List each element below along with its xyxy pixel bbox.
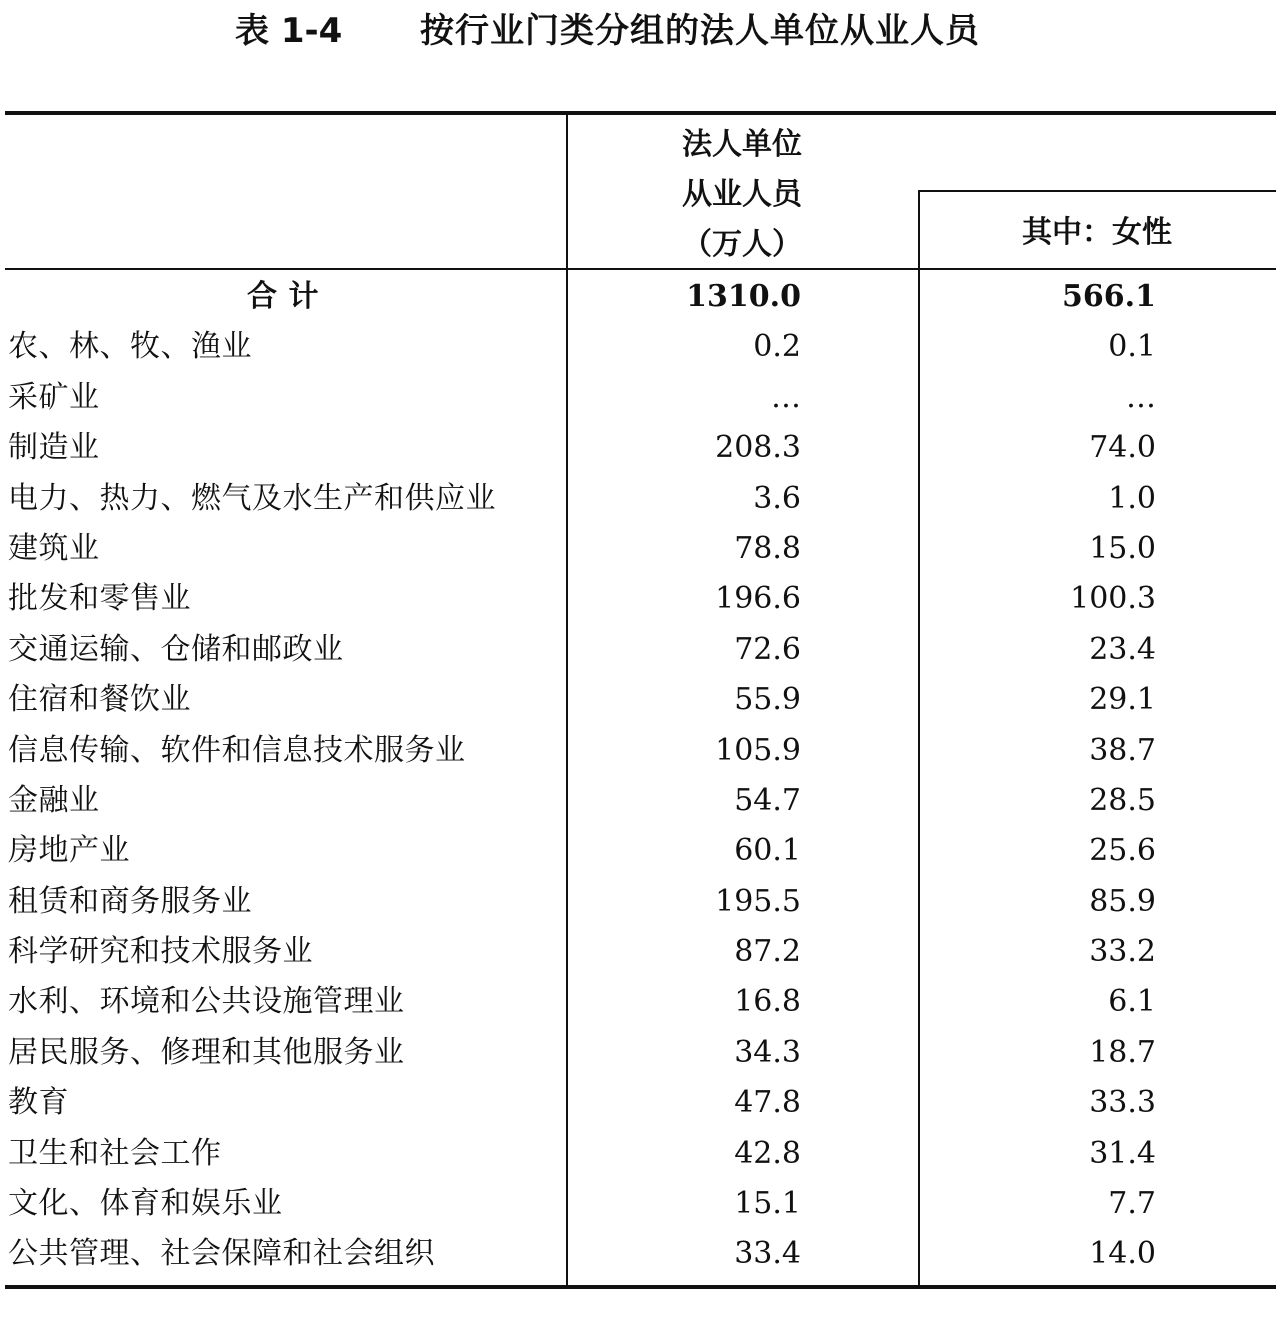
employees-value: 196.6 [715,581,801,617]
table-row [0,322,1276,372]
table-row [0,574,1276,624]
industry-label: 交通运输、仓储和邮政业 [8,631,344,667]
female-value: 33.2 [1089,934,1156,970]
industry-label: 建筑业 [8,530,100,566]
employees-value: 34.3 [734,1034,801,1070]
industry-label: 金融业 [8,782,100,818]
header-rule [5,268,1276,270]
employees-value: 72.6 [734,631,801,667]
industry-label: 公共管理、社会保障和社会组织 [8,1236,435,1272]
total-value: 1310.0 [686,279,801,314]
employees-value: 208.3 [715,430,801,466]
female-value: 25.6 [1089,833,1156,869]
table-row [0,927,1276,977]
industry-label: 采矿业 [8,379,100,415]
employees-value: 54.7 [734,782,801,818]
table-body [0,272,1276,1280]
female-value: 6.1 [1108,984,1156,1020]
industry-label: 住宿和餐饮业 [8,682,191,718]
industry-label: 卫生和社会工作 [8,1135,222,1171]
female-value: 23.4 [1089,631,1156,667]
table-row [0,1129,1276,1179]
employees-value: 87.2 [734,934,801,970]
industry-label: 居民服务、修理和其他服务业 [8,1034,405,1070]
industry-label: 电力、热力、燃气及水生产和供应业 [8,480,496,516]
industry-label: 水利、环境和公共设施管理业 [8,984,405,1020]
female-value: 7.7 [1108,1186,1156,1222]
industry-label: 制造业 [8,430,100,466]
header-col1-line1: 法人单位 [682,127,802,162]
employees-value: 33.4 [734,1236,801,1272]
employees-value: 0.2 [753,329,801,365]
female-value: 28.5 [1089,782,1156,818]
subheader-rule [918,190,1276,192]
employees-value: 47.8 [734,1085,801,1121]
employees-value: 78.8 [734,530,801,566]
employees-value: … [771,379,801,415]
employees-value: 42.8 [734,1135,801,1171]
female-value: 74.0 [1089,430,1156,466]
total-row [0,272,1276,322]
female-value: 15.0 [1089,530,1156,566]
table-row [0,826,1276,876]
table-row [0,726,1276,776]
table-row [0,524,1276,574]
employees-value: 16.8 [734,984,801,1020]
table-row [0,675,1276,725]
table-row [0,1229,1276,1279]
female-value: 38.7 [1089,732,1156,768]
employees-value: 55.9 [734,682,801,718]
employees-value: 15.1 [734,1186,801,1222]
female-value: 18.7 [1089,1034,1156,1070]
table-title: 按行业门类分组的法人单位从业人员 [420,11,980,51]
header-col2: 其中：女性 [1022,215,1172,250]
female-value: … [1126,379,1156,415]
table-row [0,474,1276,524]
table-row [0,1179,1276,1229]
industry-rows [0,322,1276,1279]
industry-label: 农、林、牧、渔业 [8,329,252,365]
female-value: 0.1 [1108,329,1156,365]
header-col1-line2: 从业人员 [682,177,802,212]
industry-label: 批发和零售业 [8,581,191,617]
table-row [0,625,1276,675]
industry-label: 科学研究和技术服务业 [8,934,313,970]
employees-value: 60.1 [734,833,801,869]
employees-value: 3.6 [753,480,801,516]
total-label: 合 计 [247,279,319,314]
page-title [0,8,1280,54]
industry-label: 文化、体育和娱乐业 [8,1186,283,1222]
table-row [0,1078,1276,1128]
table-row [0,776,1276,826]
female-value: 14.0 [1089,1236,1156,1272]
table-row [0,373,1276,423]
bottom-rule [5,1285,1276,1289]
top-rule [5,111,1276,115]
header-col1-line3: （万人） [682,227,802,262]
employees-value: 195.5 [715,883,801,919]
table-row [0,423,1276,473]
table-row [0,877,1276,927]
employees-value: 105.9 [715,732,801,768]
industry-label: 教育 [8,1085,69,1121]
female-value: 100.3 [1070,581,1156,617]
table-row [0,1028,1276,1078]
industry-label: 房地产业 [8,833,130,869]
female-value: 85.9 [1089,883,1156,919]
industry-label: 租赁和商务服务业 [8,883,252,919]
total-female: 566.1 [1062,279,1156,314]
table-number: 表 1-4 [235,11,343,51]
table-row [0,977,1276,1027]
female-value: 31.4 [1089,1135,1156,1171]
industry-label: 信息传输、软件和信息技术服务业 [8,732,466,768]
female-value: 1.0 [1108,480,1156,516]
female-value: 29.1 [1089,682,1156,718]
female-value: 33.3 [1089,1085,1156,1121]
